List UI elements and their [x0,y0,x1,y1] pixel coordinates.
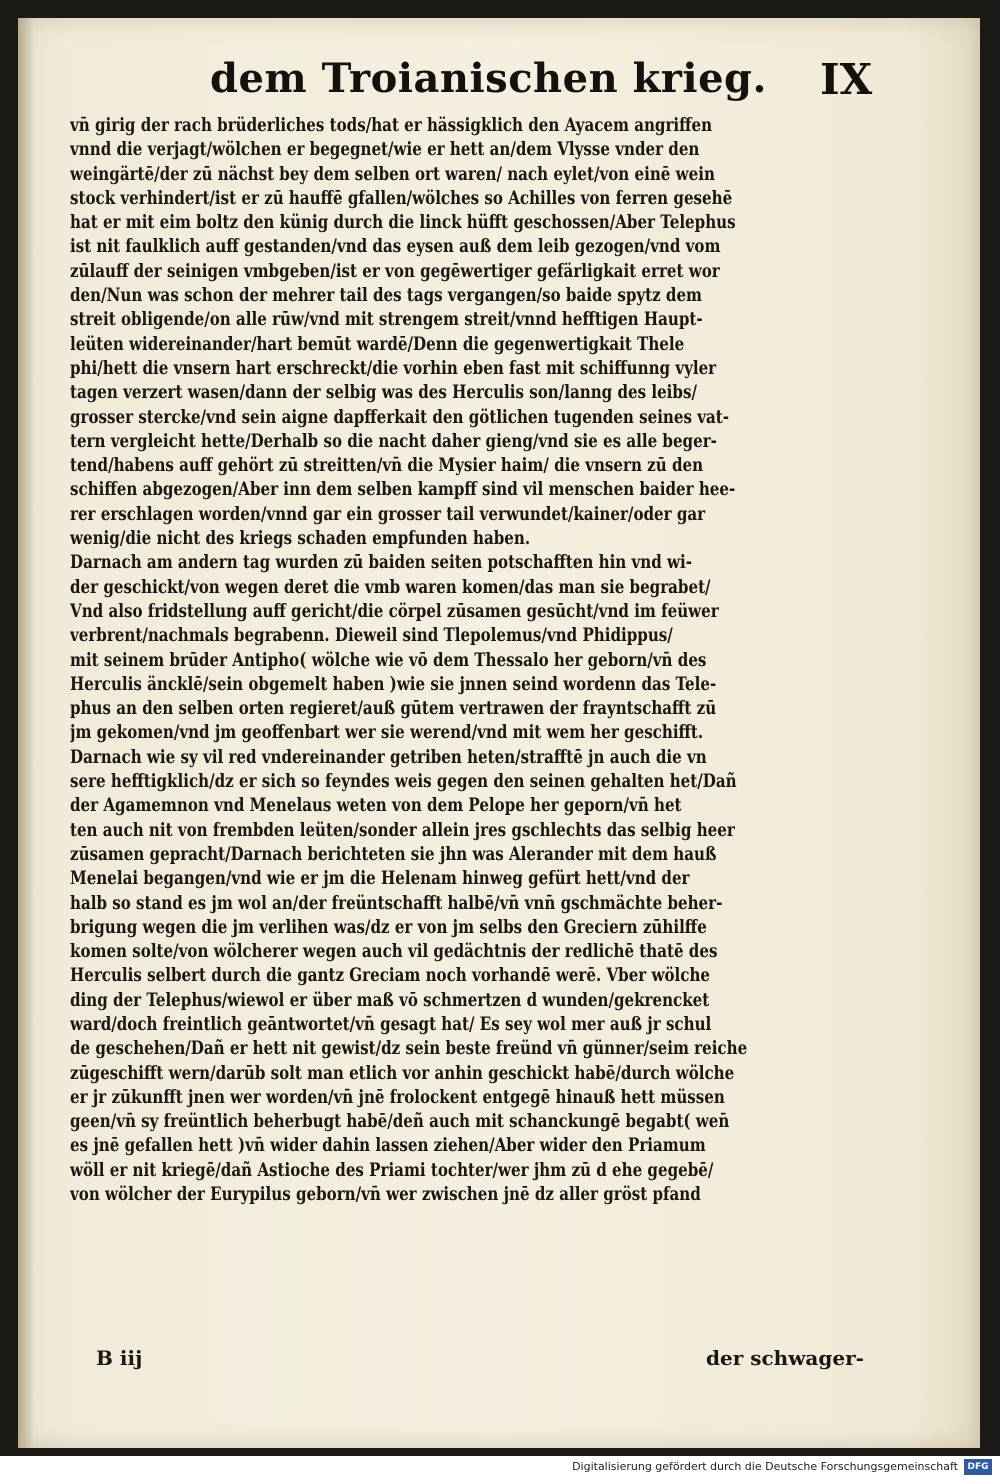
text-line: sere hefftigklich/dz er sich so feyndes weis gegen den seinen gehalten het/Dañ [70,771,737,793]
page-gutter-shadow [18,18,34,1448]
text-line: ward/doch freintlich geāntwortet/vn̄ gesagt hat/ Es sey wol mer auß jr schul [70,1013,712,1035]
text-line: er jr zūkunfft jnen wer worden/vn̄ jnē frolockent entgegē hinauß hett müssen [70,1086,725,1108]
text-line: ten auch nit von frembden leüten/sonder allein jres gschlechts das selbig heer [70,819,735,841]
text-line: halb so stand es jm wol an/der freüntschafft halbē/vn̄ vnn̄ gschmächte beher- [70,892,723,914]
text-line: tagen verzert wasen/dann der selbig was des Herculis son/lanng des leibs/ [70,382,697,404]
dfg-logo: DFG [964,1459,992,1475]
text-line: geen/vn̄ sy freüntlich beherbugt habē/deñ auch mit schanckungē begabt( wen̄ [70,1111,730,1133]
text-line: weingärtē/der zū nächst bey dem selben ort waren/ nach eylet/von einē wein [70,163,715,185]
running-head: dem Troianischen krieg. [210,55,767,102]
text-line: vn̄ girig der rach brüderliches tods/hat er hässigklich den Ayacem angriffen [70,115,713,136]
text-line: phus an den selben orten regieret/auß gūtem vertrawen der frayntschafft zū [70,698,717,720]
text-line: jm gekomen/vnd jm geoffenbart wer sie werend/vnd mit wem her geschifft. [70,722,704,744]
text-line: der geschickt/von wegen deret die vmb waren komen/das man sie begrabet/ [70,576,711,598]
text-line: Darnach wie sy vil red vndereinander getriben heten/strafftē jn auch die vn [70,746,707,768]
text-line: leüten widereinander/hart bemūt wardē/Denn die gegenwertigkait Thele [70,333,685,355]
text-line: zūlauff der seinigen vmbgeben/ist er von gegēwertiger gefärligkait erret wor [70,260,720,282]
footer-credit: Digitalisierung gefördert durch die Deutsche Forschungsgemeinschaft [572,1460,958,1473]
text-line: Vnd also fridstellung auff gericht/die cörpel zūsamen gesūcht/vnd im feüwer [70,600,719,622]
text-line: de geschehen/Dañ er hett nit gewist/dz sein beste freünd vn̄ günner/seim reiche [70,1038,748,1060]
text-line: rer erschlagen worden/vnnd gar ein grosser tail verwundet/kainer/oder gar [70,503,706,525]
text-line: es jnē gefallen hett )vn̄ wider dahin lassen ziehen/Aber wider den Priamum [70,1135,706,1157]
text-line: brigung wegen die jm verlihen was/dz er von jm selbs den Greciern zūhilffe [70,916,707,938]
text-line: zūsamen gepracht/Darnach berichteten sie jhn was Alerander mit dem hauß [70,843,717,865]
text-line: wöll er nit kriegē/dañ Astioche des Priami tochter/wer jhm zū d ehe gegebē/ [70,1159,714,1181]
text-line: stock verhindert/ist er zū hauffē gfallen/wölches so Achilles von ferren gesehē [70,187,733,209]
text-line: komen solte/von wölcherer wegen auch vil gedächtnis der redlichē thatē des [70,941,718,963]
text-line: hat er mit eim boltz den künig durch die linck hüfft geschossen/Aber Telephus [70,212,736,234]
text-line: Menelai begangen/vnd wie er jm die Helenam hinweg gefürt hett/vnd der [70,868,690,890]
text-line: vnnd die verjagt/wölchen er begegnet/wie er hett an/dem Vlysse vnder den [70,139,700,161]
digitization-footer [0,1456,1000,1480]
text-line: Herculis äncklē/sein obgemelt haben )wie sie jnnen seind wordenn das Tele- [70,673,717,695]
text-line: schiffen abgezogen/Aber inn dem selben kampff sind vil menschen baider hee- [70,479,736,501]
text-line: den/Nun was schon der mehrer tail des tags vergangen/so baide spytz dem [70,285,703,307]
text-line: verbrent/nachmals begrabenn. Dieweil sind Tlepolemus/vnd Phidippus/ [70,625,673,647]
folio-number: IX [820,55,873,104]
text-line: von wölcher der Eurypilus geborn/vn̄ wer zwischen jnē dz aller gröst pfand [70,1184,701,1206]
text-line: mit seinem brūder Antipho( wölche wie vō dem Thessalo her geborn/vn̄ des [70,649,707,671]
body-text [70,114,906,1207]
text-line: Herculis selbert durch die gantz Greciam noch vorhandē werē. Vber wölche [70,965,711,987]
text-line: grosser stercke/vnd sein aigne dapfferkait den götlichen tugenden seines vat- [70,406,729,428]
text-line: ding der Telephus/wiewol er über maß vō schmertzen d wunden/gekrencket [70,989,710,1011]
text-line: phi/hett die vnsern hart erschreckt/die vorhin eben fast mit schiffunng vyler [70,357,717,379]
text-line: wenig/die nicht des kriegs schaden empfunden haben. [70,528,531,550]
page-foot-line [96,1346,896,1374]
text-line: der Agamemnon vnd Menelaus weten von dem Pelope her geporn/vn̄ het [70,795,682,817]
text-line: ist nit faulklich auff gestanden/vnd das eysen auß dem leib gezogen/vnd vom [70,236,721,258]
text-line: Darnach am andern tag wurden zū baiden seiten potschafften hin vnd wi- [70,552,693,574]
text-line: tern vergleicht hette/Derhalb so die nacht daher gieng/vnd sie es alle beger- [70,430,717,452]
catchword: der schwager- [706,1346,864,1370]
text-line: zūgeschifft wern/darūb solt man etlich vor anhin geschickt habē/durch wölche [70,1062,735,1084]
text-line: streit obligende/on alle rūw/vnd mit strengem streit/vnnd hefftigen Haupt- [70,309,703,331]
signature-mark: B iij [96,1346,143,1370]
text-line: tend/habens auff gehört zū streitten/vn̄ die Mysier haim/ die vnsern zū den [70,455,704,477]
